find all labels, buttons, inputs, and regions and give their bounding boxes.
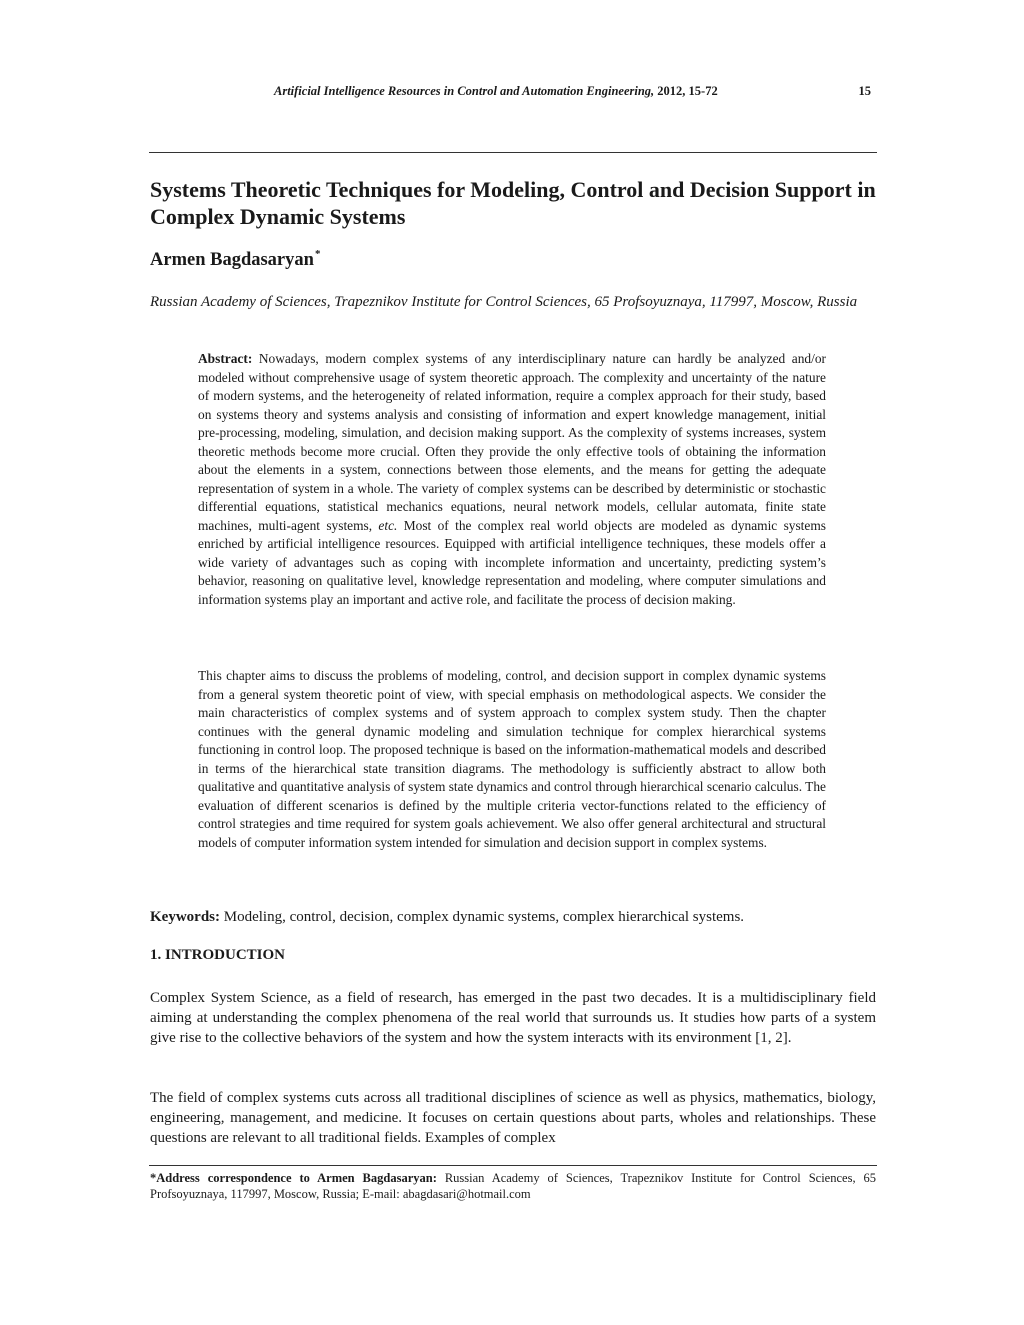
page-number: 15 <box>858 84 871 98</box>
author-affiliation: Russian Academy of Sciences, Trapeznikov Institute for Control Sciences, 65 Profsoyuznaya, 117997, Moscow, Russia <box>150 294 858 310</box>
paper-title: Systems Theoretic Techniques for Modeling, Control and Decision Support in Complex Dynamic Systems <box>150 177 876 229</box>
footnote-text: Russian Academy of Sciences, Trapeznikov Institute for Control Sciences, 65 Profsoyuznaya, 117997, Moscow, Russia; E-mail: abagdasari@hotmail.com <box>150 1171 877 1201</box>
journal-volume-pages: 2012, 15-72 <box>657 84 718 98</box>
footnote-label: *Address correspondence to Armen Bagdasaryan: <box>150 1171 437 1185</box>
author-line <box>150 248 320 271</box>
abstract-text-part-2: Most of the complex real world objects are modeled as dynamic systems enriched by artificial intelligence resources. Equipped with artificial intelligence techniques, these models offer a wide variety of advantages such as coping with incomplete information and uncertainty, predicting system’s behavior, reasoning on qualitative level, knowledge representation and modeling, where computer simulations and information systems play an important and active role, and facilitate the process of decision making. <box>198 517 826 607</box>
abstract-etc: etc. <box>378 517 398 533</box>
body-paragraph-1: Complex System Science, as a field of research, has emerged in the past two decades. It is a multidisciplinary field aiming at understanding the complex phenomena of the real world that surrounds us. It studies how parts of a system give rise to the collective behaviors of the system and how the system interacts with its environment [1, 2]. <box>150 990 876 1046</box>
correspondence-footnote <box>150 1170 876 1202</box>
abstract-text-part-1: Nowadays, modern complex systems of any interdisciplinary nature can hardly be analyzed and/or modeled without comprehensive usage of system theoretic approach. The complexity and uncertainty of the nature of modern systems, and the heterogeneity of related information, require a complex approach for their study, based on systems theory and systems analysis and consisting of information and expert knowledge management, initial pre-processing, modeling, simulation, and decision making support. As the complexity of systems increases, system theoretic methods become more crucial. Often they provide the only effective tools of obtaining the information about the elements in a system, connections between those elements, and the means for getting the adequate representation of system in a whole. The variety of complex systems can be described by deterministic or stochastic differential equations, statistical mechanics equations, neural network models, cellular automata, finite state machines, multi-agent systems, <box>198 351 826 533</box>
abstract-paragraph-2: This chapter aims to discuss the problems of modeling, control, and decision support in complex dynamic systems from a general system theoretic point of view, with special emphasis on methodological aspects. We consider the main characteristics of complex systems and of system approach to complex system study. Then the chapter continues with the general dynamic modeling and simulation technique for complex hierarchical systems functioning in control loop. The proposed technique is based on the information-mathematical models and described in terms of the hierarchical state transition diagrams. The methodology is sufficiently abstract to allow both qualitative and quantitative analysis of system state dynamics and control through hierarchical scenario calculus. The evaluation of different scenarios is defined by the multiple criteria vector-functions related to the efficiency of control strategies and time required for system goals achievement. We also offer general architectural and structural models of computer information system intended for simulation and decision support in complex systems. <box>198 668 826 850</box>
footnote-divider <box>149 1165 877 1166</box>
section-heading-introduction: 1. INTRODUCTION <box>150 947 286 963</box>
author-footnote-mark: * <box>314 248 321 260</box>
keywords-label: Keywords: <box>150 909 220 925</box>
keywords-line <box>150 907 876 927</box>
header-divider <box>149 152 877 153</box>
journal-name: Artificial Intelligence Resources in Control and Automation Engineering, <box>274 84 655 98</box>
journal-citation <box>274 84 718 99</box>
abstract-label: Abstract: <box>198 351 253 366</box>
body-paragraph-2: The field of complex systems cuts across all traditional disciplines of science as well as physics, mathematics, biology, engineering, management, and medicine. It focuses on certain questions about parts, wholes and relationships. These questions are relevant to all traditional fields. Examples of complex <box>150 1090 876 1146</box>
author-name: Armen Bagdasaryan <box>150 250 314 270</box>
keywords-text: Modeling, control, decision, complex dynamic systems, complex hierarchical systems. <box>223 909 745 925</box>
abstract-paragraph-1 <box>198 350 826 609</box>
